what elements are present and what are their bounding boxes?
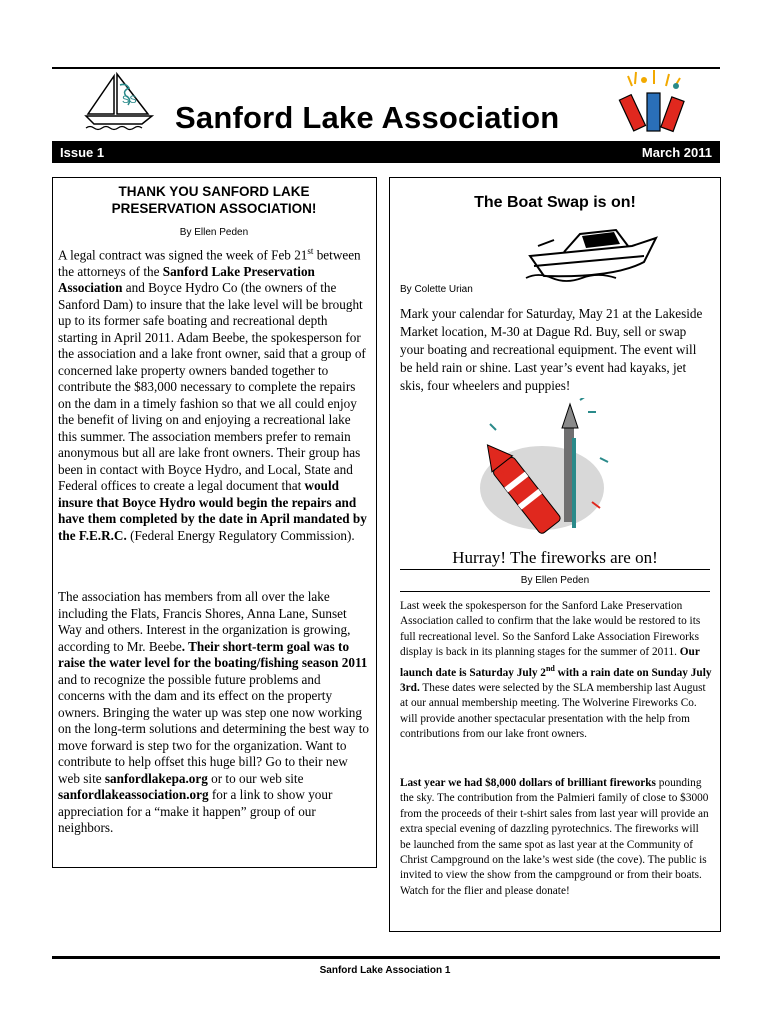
headline-line-2: PRESERVATION ASSOCIATION!	[111, 201, 317, 216]
left-article-paragraph-1: A legal contract was signed the week of Feb 21st between the attorneys of the Sanford Lake Preservation Association and Boyce Hydro Co (the owners of the Sanford Dam) to insure that the lake level will be brought up to its former safe boating and recreational depth starting in April 2011. Adam Beebe, the spokesperson for the association and a lake front owner, said that a group of concerned lake property owners banded together to contribute the $83,000 necessary to complete the repairs on the dam in a timely fashion so that we all could enjoy the benefit of living on and enjoying a recreational lake this summer. The association members prefer to remain anonymous but all are lake front owners. Their group has been in contact with Boyce Hydro, and Local, State and Federal offices to create a legal document that would insure that Boyce Hydro would begin the repairs and have them completed by the date in April mandated by the F.E.R.C. (Federal Energy Regulatory Commission).	[58, 246, 367, 543]
fireworks-headline-rule	[400, 569, 710, 570]
left-article-paragraph-2: The association has members from all over the lake including the Flats, Francis Shores, Anna Lane, Sunset Way and others. Interest in the organization is growing, according to Mr. Beebe. Their short-term goal was to raise the water level for the boating/fishing season 2011 and to recognize the possible future problems and concerns with the dam and its effect on the property owners. Bringing the water up was step one now working on the long-term solutions and determining the best way to move forward is step two for the organization. Want to contribute to help offset this huge bill? Go to their new web site sanfordlakepa.org or to our web site sanfordlakeassociation.org for a link to show your appreciation for a “make it happen” group of our neighbors.	[58, 589, 369, 835]
fireworks-rockets-icon	[470, 398, 620, 548]
headline-line-1: THANK YOU SANFORD LAKE	[118, 184, 310, 199]
speedboat-icon	[524, 216, 664, 288]
page-footer: Sanford Lake Association 1	[319, 965, 451, 976]
fireworks-paragraph-1: Last week the spokesperson for the Sanford Lake Preservation Association called to confirm that the lake would be restored to its full recreational level. So the Sanford Lake Association Fireworks display is back in its planning stages for the summer of 2011. Our launch date is Saturday July 2nd with a rain date on Sunday July 3rd. These dates were selected by the SLA membership last August at our annual membership meeting. The Wolverine Fireworks Co. will provide another spectacular presentation with the help from contributions from our lake front owners.	[400, 600, 712, 741]
newsletter-title: Sanford Lake Association	[175, 100, 560, 135]
fireworks-byline-rule	[400, 591, 710, 592]
footer-rule	[52, 956, 720, 959]
issue-date: March 2011	[641, 145, 712, 160]
sailboat-logo-text: SS	[122, 94, 137, 106]
issue-number: Issue 1	[60, 145, 105, 160]
boat-swap-headline: The Boat Swap is on!	[474, 194, 636, 211]
issue-bar	[52, 141, 720, 163]
sailboat-icon	[82, 70, 162, 132]
left-article-headline	[64, 183, 364, 217]
fireworks-headline: Hurray! The fireworks are on!	[452, 548, 658, 567]
boat-swap-body: Mark your calendar for Saturday, May 21 at the Lakeside Market location, M-30 at Dague Rd. Buy, sell or swap your boating and recreational equipment. The event will be held rain or shine. Last year’s event had kayaks, jet skis, four wheelers and puppies!	[400, 306, 703, 393]
fireworks-paragraph-2: Last year we had $8,000 dollars of brilliant fireworks pounding the sky. The contribution from the Palmieri family of close to $3000 from the proceeds of their t-shirt sales from last year will provide an extra special evening of dazzling pyrotechnics. The fireworks will be launched from the same spot as last year at the Community of Christ Campground on the lake’s west side (the cove). The public is invited to view the show from the campground or from their boats. Watch for the flier and please donate!	[400, 777, 709, 897]
fireworks-byline: By Ellen Peden	[520, 575, 590, 586]
left-article-byline: By Ellen Peden	[179, 227, 249, 238]
firecracker-icon	[614, 68, 694, 138]
boat-swap-byline: By Colette Urian	[400, 284, 473, 295]
